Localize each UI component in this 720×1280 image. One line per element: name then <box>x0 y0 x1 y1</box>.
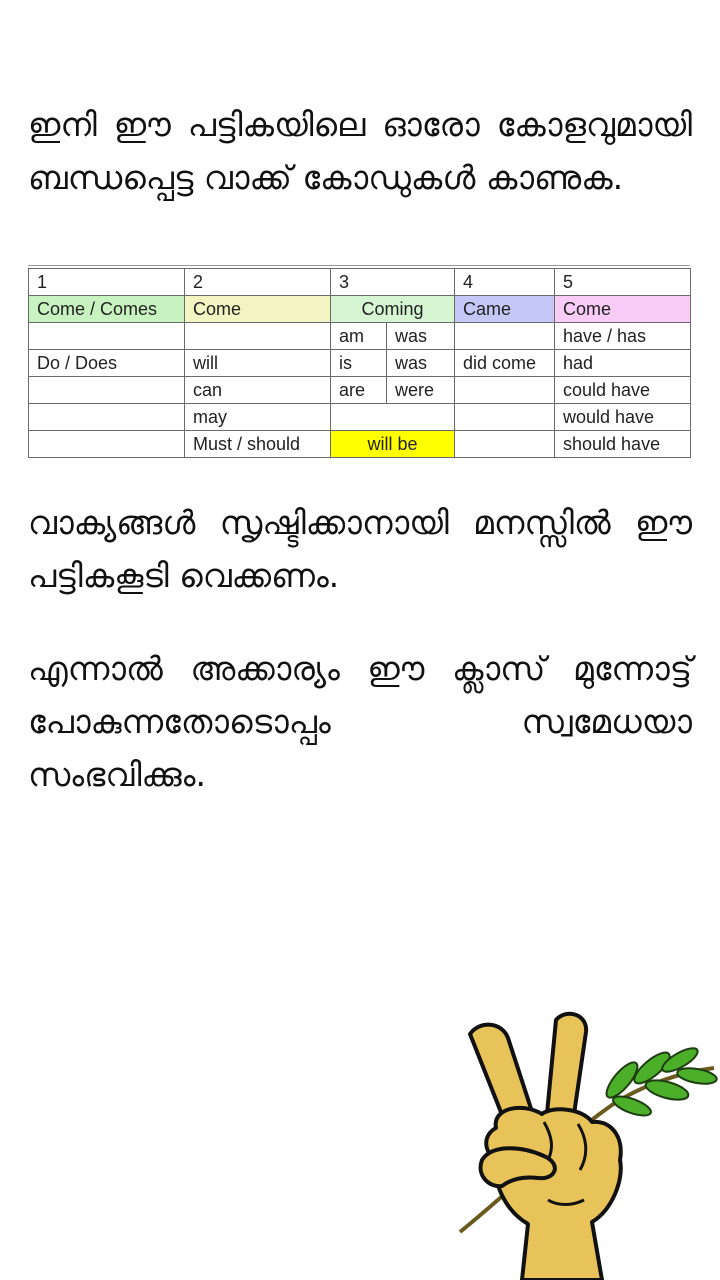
table-cell: would have <box>555 404 691 431</box>
table-cell <box>29 404 185 431</box>
table-row <box>29 377 691 404</box>
table-cell: am <box>331 323 387 350</box>
table-cell: Must / should <box>185 431 331 458</box>
table-cell <box>455 404 555 431</box>
table-cell: should have <box>555 431 691 458</box>
table-cell: will <box>185 350 331 377</box>
table-cell <box>185 323 331 350</box>
table-row <box>29 323 691 350</box>
table-cell: did come <box>455 350 555 377</box>
cell-will-be: will be <box>331 431 455 458</box>
table-cell: may <box>185 404 331 431</box>
table-cell <box>455 323 555 350</box>
paragraph-automatic: എന്നാൽ അക്കാര്യം ഈ ക്ലാസ് മുന്നോട്ട് പോകുന്നതോടൊപ്പം സ്വമേധയാ സംഭവിക്കും. <box>28 649 692 794</box>
table-cell: have / has <box>555 323 691 350</box>
header-come-comes: Come / Comes <box>29 296 185 323</box>
col-number-1: 1 <box>29 269 185 296</box>
col-number-4: 4 <box>455 269 555 296</box>
table-cell <box>331 404 455 431</box>
tense-table <box>28 268 691 458</box>
table-row <box>29 350 691 377</box>
table-cell <box>455 377 555 404</box>
table-cell: had <box>555 350 691 377</box>
col-number-5: 5 <box>555 269 691 296</box>
table-cell: was <box>387 323 455 350</box>
header-coming: Coming <box>331 296 455 323</box>
header-come-participle: Come <box>555 296 691 323</box>
col-number-3: 3 <box>331 269 455 296</box>
table-row-headers <box>29 296 691 323</box>
table-row <box>29 431 691 458</box>
col-number-2: 2 <box>185 269 331 296</box>
table-cell: could have <box>555 377 691 404</box>
table-row-numbers <box>29 269 691 296</box>
header-come: Come <box>185 296 331 323</box>
table-cell: was <box>387 350 455 377</box>
table-cell: were <box>387 377 455 404</box>
peace-hand-with-olive-branch-icon <box>452 1010 720 1280</box>
table-row <box>29 404 691 431</box>
table-cell <box>455 431 555 458</box>
table-cell: can <box>185 377 331 404</box>
table-cell: are <box>331 377 387 404</box>
paragraph-keep-in-mind: വാക്യങ്ങൾ സൃഷ്ടിക്കാനായി മനസ്സിൽ ഈ പട്ടികകൂടി വെക്കണം. <box>28 503 692 595</box>
table-cell <box>29 431 185 458</box>
paragraph-intro: ഇനി ഈ പട്ടികയിലെ ഓരോ കോളവുമായി ബന്ധപ്പെട്ട വാക്ക് കോഡുകൾ കാണുക. <box>28 105 692 197</box>
table-cell <box>29 377 185 404</box>
table-cell <box>29 323 185 350</box>
table-cell: Do / Does <box>29 350 185 377</box>
header-came: Came <box>455 296 555 323</box>
table-cell: is <box>331 350 387 377</box>
table-top-rule <box>28 265 690 266</box>
